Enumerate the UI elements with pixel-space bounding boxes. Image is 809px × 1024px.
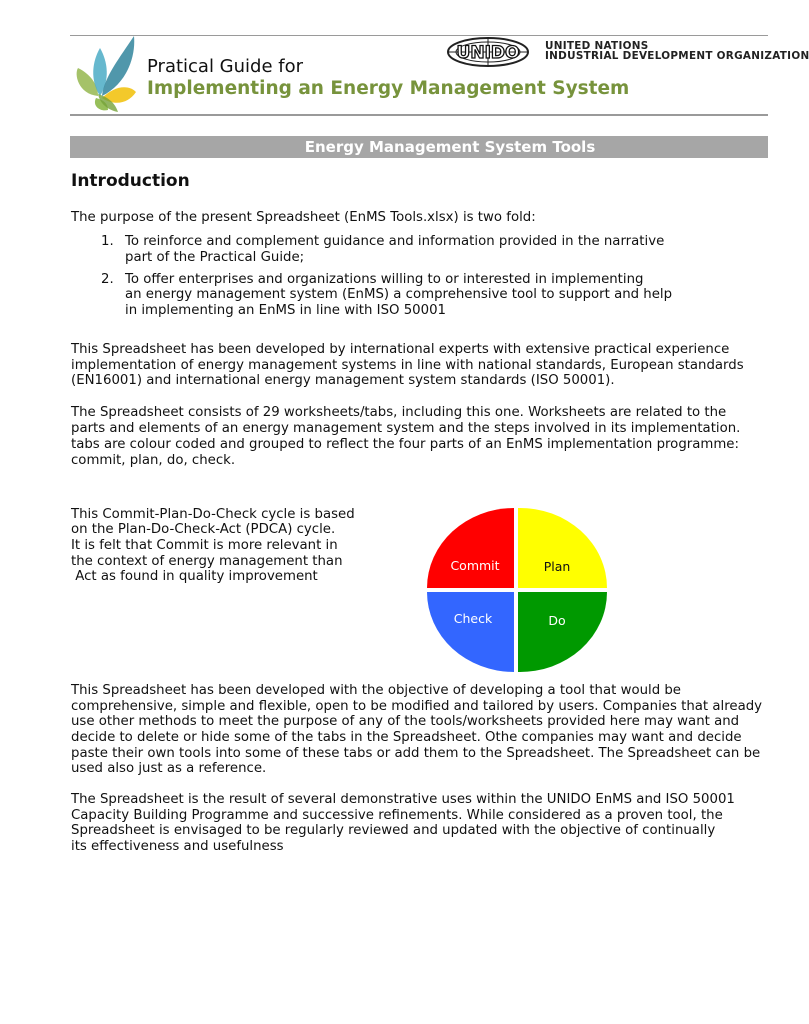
list-item-1-line2: part of the Practical Guide; — [125, 250, 305, 265]
header-top-rule — [70, 35, 768, 36]
purpose-text: The purpose of the present Spreadsheet (EnMS Tools.xlsx) is two fold: — [71, 210, 536, 225]
sheet-title-banner — [70, 136, 768, 158]
list-item-2-line1: To offer enterprises and organizations willing to or interested in implementing — [125, 272, 644, 287]
cycle-text-line: the context of energy management than — [71, 554, 343, 569]
guide-logo-icon — [74, 34, 140, 112]
list-item-2-line2: an energy management system (EnMS) a comprehensive tool to support and help — [125, 287, 673, 302]
pdca-commit-label: Commit — [450, 558, 500, 573]
unido-org-line2: INDUSTRIAL DEVELOPMENT ORGANIZATION — [545, 50, 809, 62]
list-item-2-line3: in implementing an EnMS in line with ISO 50001 — [125, 303, 447, 318]
pdca-check-segment — [427, 592, 514, 672]
unido-org-line1: UNITED NATIONS — [545, 40, 649, 52]
section-title: Introduction — [71, 171, 190, 191]
list-item-1-line1: To reinforce and complement guidance and information provided in the narrative — [125, 234, 665, 249]
pdca-do-segment — [518, 592, 607, 672]
paragraph-3-line: comprehensive, simple and flexible, open to be modified and tailored by users. Companies that already — [71, 699, 763, 714]
pdca-commit-segment — [427, 508, 514, 588]
pdca-check-label: Check — [453, 611, 493, 626]
paragraph-3-line: used also just as a reference. — [71, 761, 267, 776]
paragraph-3-line: use other methods to meet the purpose of any of the tools/worksheets provided here may want and — [71, 714, 740, 729]
paragraph-1-line: (EN16001) and international energy management system standards (ISO 50001). — [71, 373, 615, 388]
guide-title-line1: Pratical Guide for — [147, 56, 304, 77]
header-bottom-rule — [70, 114, 768, 116]
unido-organization-name — [545, 41, 809, 61]
cycle-text-line: This Commit-Plan-Do-Check cycle is based — [71, 507, 355, 522]
paragraph-2-line: The Spreadsheet consists of 29 worksheets/tabs, including this one. Worksheets are related to the — [71, 405, 727, 420]
paragraph-3-line: paste their own tools into some of these tabs or add them to the Spreadsheet. The Spreadsheet can be — [71, 746, 761, 761]
paragraph-1-line: This Spreadsheet has been developed by international experts with extensive practical experience — [71, 342, 730, 357]
list-number-2: 2. — [101, 272, 114, 287]
unido-wordmark: UNIDO — [456, 43, 520, 63]
cycle-text-line: It is felt that Commit is more relevant in — [71, 538, 338, 553]
paragraph-2-line: parts and elements of an energy management system and the steps involved in its implementation. — [71, 421, 741, 436]
pdca-do-label: Do — [548, 613, 566, 628]
pdca-cycle-diagram — [425, 506, 611, 674]
cycle-text-line: Act as found in quality improvement — [71, 569, 318, 584]
guide-title-line2: Implementing an Energy Management System — [147, 78, 630, 99]
paragraph-4-line: its effectiveness and usefulness — [71, 839, 284, 854]
paragraph-3-line: decide to delete or hide some of the tabs in the Spreadsheet. Othe companies may want and decide — [71, 730, 742, 745]
list-number-1: 1. — [101, 234, 114, 249]
paragraph-2-line: tabs are colour coded and grouped to reflect the four parts of an EnMS implementation programme: — [71, 437, 739, 452]
paragraph-2-line: commit, plan, do, check. — [71, 453, 236, 468]
paragraph-3-line: This Spreadsheet has been developed with the objective of developing a tool that would be — [71, 683, 681, 698]
pdca-plan-label: Plan — [543, 559, 571, 574]
paragraph-1-line: implementation of energy management systems in line with national standards, European standards — [71, 358, 744, 373]
sheet-title: Energy Management System Tools — [304, 138, 596, 156]
paragraph-4-line: Capacity Building Programme and successive refinements. While considered as a proven tool, the — [71, 808, 723, 823]
unido-emblem — [445, 36, 531, 68]
pdca-plan-segment — [518, 508, 607, 588]
paragraph-4-line: Spreadsheet is envisaged to be regularly reviewed and updated with the objective of continually — [71, 823, 716, 838]
cycle-text-line: on the Plan-Do-Check-Act (PDCA) cycle. — [71, 522, 336, 537]
paragraph-4-line: The Spreadsheet is the result of several demonstrative uses within the UNIDO EnMS and ISO 50001 — [71, 792, 735, 807]
